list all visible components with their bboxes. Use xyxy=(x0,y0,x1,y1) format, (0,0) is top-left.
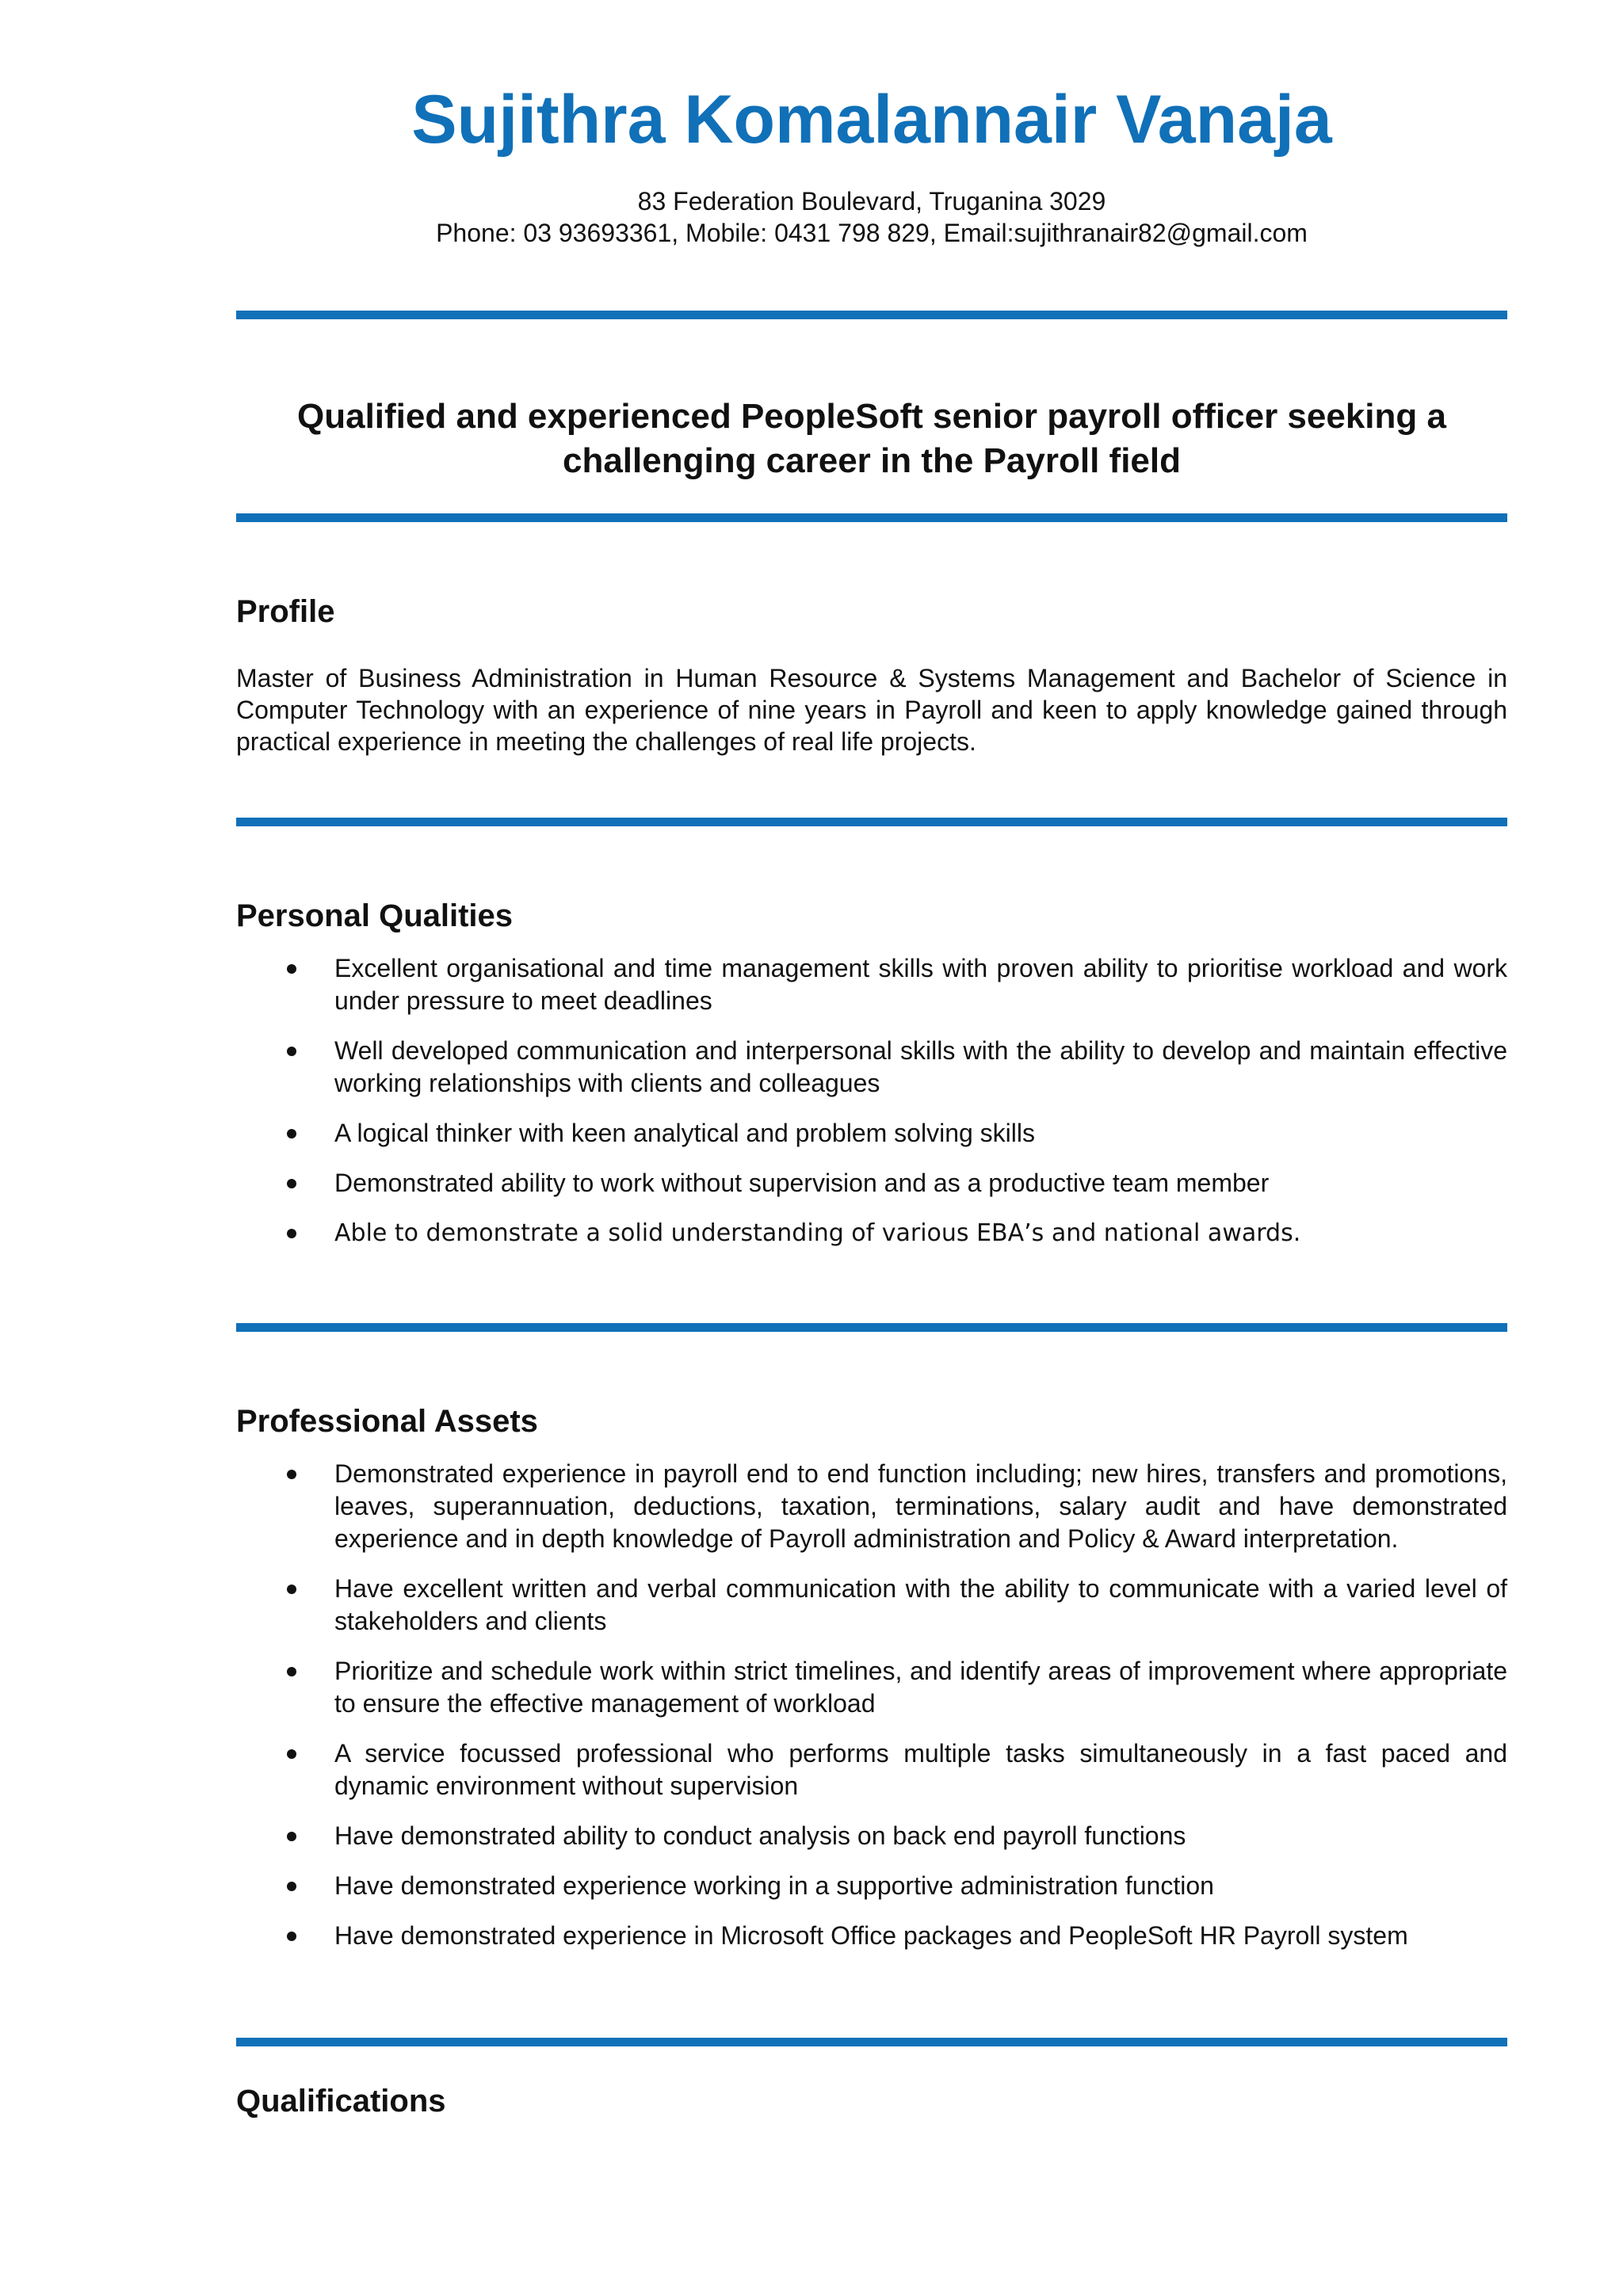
list-item: Prioritize and schedule work within strict timelines, and identify areas of improvement where appropriate to ensure the effective management of workload xyxy=(236,1655,1507,1720)
bullet-icon xyxy=(287,1047,296,1056)
bullet-icon xyxy=(287,1932,296,1941)
objective-line-1: Qualified and experienced PeopleSoft senior payroll officer seeking a xyxy=(297,397,1446,436)
professional-assets-list xyxy=(236,1458,1507,1970)
list-item: Demonstrated experience in payroll end to end function including; new hires, transfers and promotions, leaves, superannuation, deductions, taxation, terminations, salary audit and have demonstrated experience and in depth knowledge of Payroll administration and Policy & Award interpretation. xyxy=(236,1458,1507,1555)
divider-rule xyxy=(236,311,1507,319)
list-item: A logical thinker with keen analytical and problem solving skills xyxy=(236,1117,1507,1150)
list-item: Have demonstrated ability to conduct analysis on back end payroll functions xyxy=(236,1820,1507,1852)
list-item: A service focussed professional who performs multiple tasks simultaneously in a fast paced and dynamic environment without supervision xyxy=(236,1737,1507,1802)
list-item: Demonstrated ability to work without supervision and as a productive team member xyxy=(236,1167,1507,1199)
divider-rule xyxy=(236,2038,1507,2046)
list-item: Have demonstrated experience working in a supportive administration function xyxy=(236,1870,1507,1902)
bullet-icon xyxy=(287,1667,296,1676)
bullet-icon xyxy=(287,1179,296,1188)
professional-assets-heading: Professional Assets xyxy=(236,1404,538,1439)
qualifications-heading: Qualifications xyxy=(236,2084,446,2119)
contact-line: Phone: 03 93693361, Mobile: 0431 798 829, Email:sujithranair82@gmail.com xyxy=(436,219,1308,247)
divider-rule xyxy=(236,1323,1507,1332)
list-item: Able to demonstrate a solid understanding of various EBA’s and national awards. xyxy=(236,1217,1507,1249)
personal-qualities-heading: Personal Qualities xyxy=(236,898,514,933)
bullet-icon xyxy=(287,1749,296,1759)
candidate-name: Sujithra Komalannair Vanaja xyxy=(411,82,1332,158)
bullet-icon xyxy=(287,1585,296,1594)
list-item: Excellent organisational and time management skills with proven ability to prioritise workload and work under pressure to meet deadlines xyxy=(236,952,1507,1017)
bullet-icon xyxy=(287,964,296,974)
profile-heading: Profile xyxy=(236,594,335,629)
divider-rule xyxy=(236,818,1507,826)
list-item: Have demonstrated experience in Microsoft Office packages and PeopleSoft HR Payroll system xyxy=(236,1920,1507,1952)
bullet-icon xyxy=(287,1129,296,1138)
objective-line-2: challenging career in the Payroll field xyxy=(562,441,1181,480)
bullet-icon xyxy=(287,1229,296,1238)
bullet-icon xyxy=(287,1882,296,1891)
divider-rule xyxy=(236,513,1507,522)
bullet-icon xyxy=(287,1832,296,1841)
personal-qualities-list xyxy=(236,952,1507,1267)
list-item: Have excellent written and verbal communication with the ability to communicate with a varied level of stakeholders and clients xyxy=(236,1573,1507,1638)
objective-statement xyxy=(236,395,1507,483)
profile-text: Master of Business Administration in Human Resource & Systems Management and Bachelor of Science in Computer Technology with an experience of nine years in Payroll and keen to apply knowledge gained through practical experience in meeting the challenges of real life projects. xyxy=(236,664,1507,756)
list-item: Well developed communication and interpersonal skills with the ability to develop and maintain effective working relationships with clients and colleagues xyxy=(236,1035,1507,1100)
bullet-icon xyxy=(287,1470,296,1479)
address-line: 83 Federation Boulevard, Truganina 3029 xyxy=(637,187,1106,215)
